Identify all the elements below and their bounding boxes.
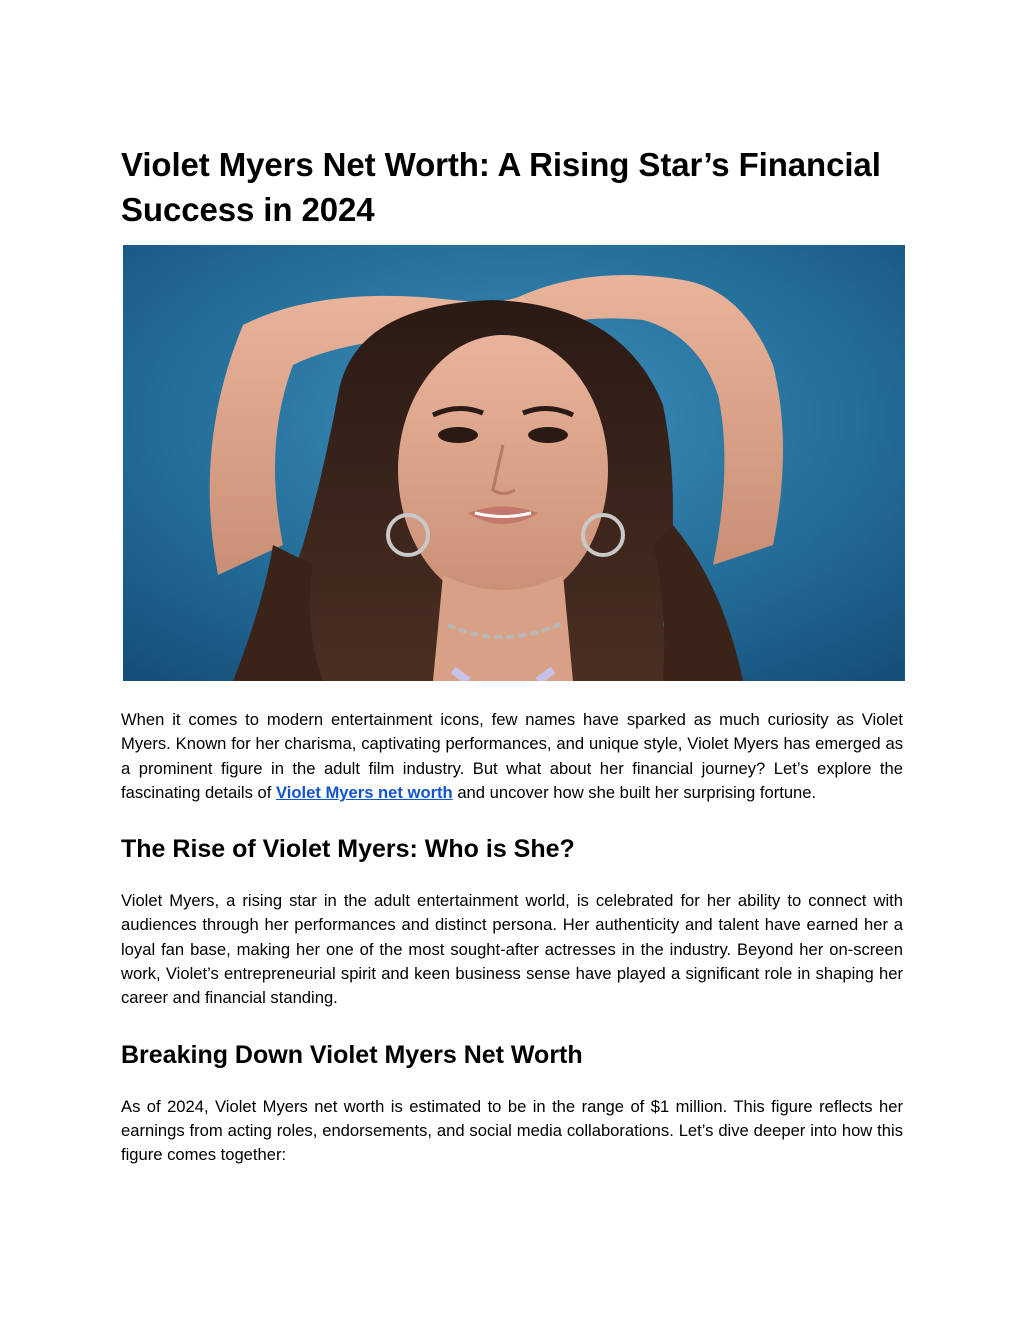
section-heading-net-worth: Breaking Down Violet Myers Net Worth <box>121 1040 583 1069</box>
article-body <box>121 708 903 1168</box>
hero-image <box>123 245 905 681</box>
section-heading-rise: The Rise of Violet Myers: Who is She? <box>121 835 575 864</box>
document-page <box>121 142 903 1165</box>
intro-text-before-link: When it comes to modern entertainment icons, few names have sparked as much curiosity as Violet Myers. Known for her charisma, captivating performances, and unique style, Violet Myers has emerged as a prominent figure in the adult film industry. But what about her financial journey? Let’s explore the fascinating details of <box>121 710 903 802</box>
intro-text-after-link: and uncover how she built her surprising fortune. <box>452 782 817 802</box>
net-worth-link[interactable]: Violet Myers net worth <box>275 782 453 802</box>
page-title: Violet Myers Net Worth: A Rising Star’s Financial Success in 2024 <box>121 146 881 228</box>
intro-paragraph <box>121 708 903 805</box>
portrait-photo-icon <box>123 245 905 681</box>
section-paragraph-net-worth: As of 2024, Violet Myers net worth is estimated to be in the range of $1 million. This figure reflects her earnings from acting roles, endorsements, and social media collaborations. Let’s dive deeper into how this figure comes together: <box>121 1096 903 1165</box>
section-paragraph-rise: Violet Myers, a rising star in the adult entertainment world, is celebrated for her ability to connect with audiences through her performances and distinct persona. Her authenticity and talent have earned her a loyal fan base, making her one of the most sought-after actresses in the industry. Beyond her on-screen work, Violet’s entrepreneurial spirit and keen business sense have played a significant role in shaping her career and financial standing. <box>121 891 903 1008</box>
